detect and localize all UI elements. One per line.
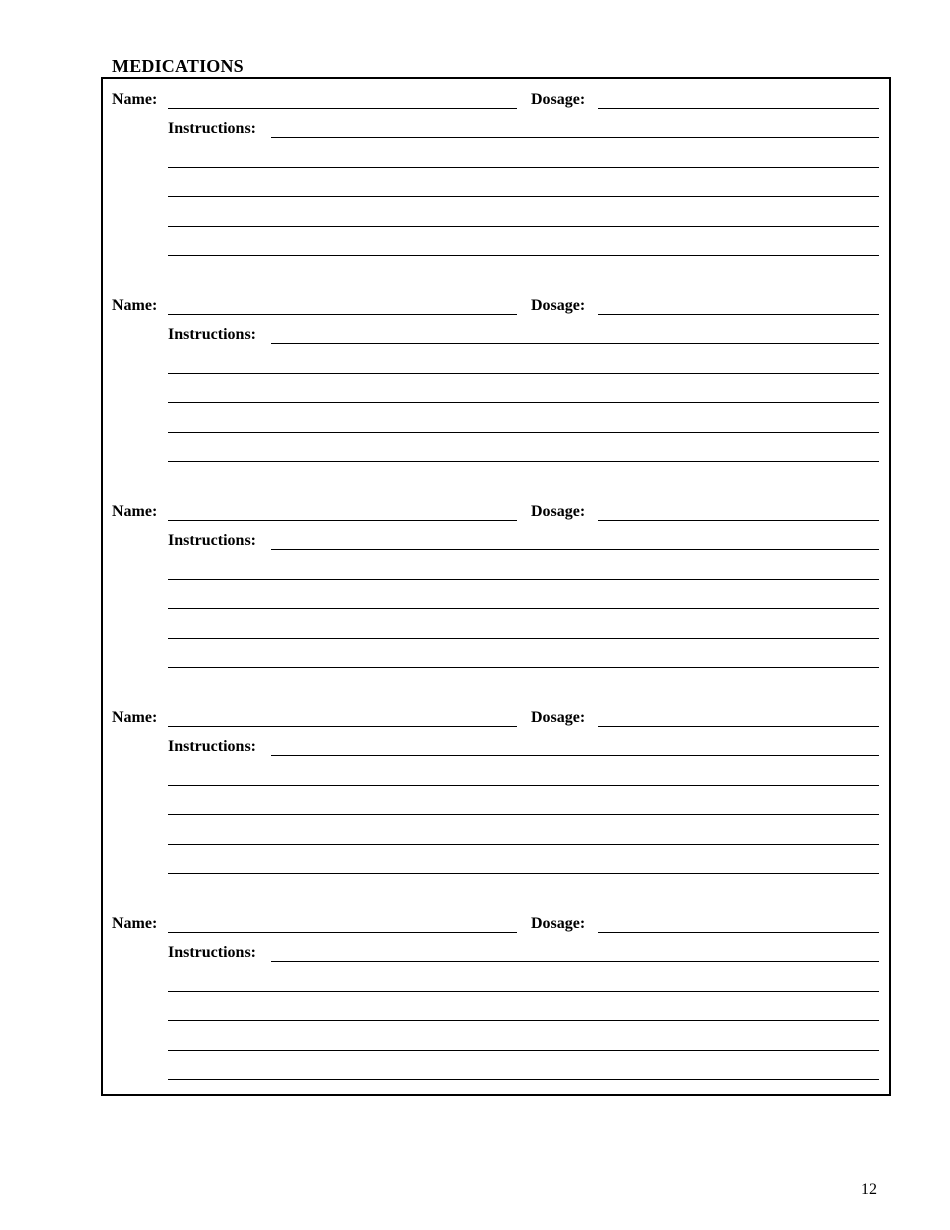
dosage-label: Dosage: [531, 915, 586, 932]
dosage-label: Dosage: [531, 91, 586, 108]
instructions-line[interactable] [168, 998, 879, 1021]
instructions-line[interactable] [271, 527, 879, 550]
name-label: Name: [112, 503, 158, 520]
medication-entry [0, 498, 950, 688]
name-field[interactable] [168, 292, 517, 315]
dosage-field[interactable] [598, 292, 879, 315]
instructions-line[interactable] [168, 822, 879, 845]
instructions-line[interactable] [168, 557, 879, 580]
instructions-line[interactable] [168, 645, 879, 668]
instructions-line[interactable] [168, 145, 879, 168]
page-number: 12 [861, 1181, 877, 1198]
instructions-line[interactable] [168, 851, 879, 874]
instructions-line[interactable] [168, 969, 879, 992]
instructions-line[interactable] [271, 321, 879, 344]
instructions-line[interactable] [168, 380, 879, 403]
instructions-line[interactable] [271, 115, 879, 138]
name-field[interactable] [168, 910, 517, 933]
instructions-line[interactable] [271, 733, 879, 756]
medication-entry [0, 86, 950, 276]
instructions-label: Instructions: [168, 944, 257, 961]
instructions-line[interactable] [271, 939, 879, 962]
instructions-line[interactable] [168, 1057, 879, 1080]
name-label: Name: [112, 915, 158, 932]
instructions-line[interactable] [168, 233, 879, 256]
medication-entry [0, 704, 950, 894]
dosage-field[interactable] [598, 498, 879, 521]
instructions-label: Instructions: [168, 120, 257, 137]
medication-entry [0, 292, 950, 482]
instructions-line[interactable] [168, 174, 879, 197]
instructions-line[interactable] [168, 586, 879, 609]
medication-entry [0, 910, 950, 1100]
instructions-line[interactable] [168, 204, 879, 227]
instructions-line[interactable] [168, 792, 879, 815]
instructions-label: Instructions: [168, 326, 257, 343]
instructions-line[interactable] [168, 1028, 879, 1051]
dosage-label: Dosage: [531, 503, 586, 520]
name-label: Name: [112, 91, 158, 108]
dosage-label: Dosage: [531, 709, 586, 726]
page-title: MEDICATIONS [112, 56, 244, 76]
name-label: Name: [112, 297, 158, 314]
instructions-label: Instructions: [168, 532, 257, 549]
instructions-line[interactable] [168, 763, 879, 786]
instructions-line[interactable] [168, 410, 879, 433]
dosage-field[interactable] [598, 910, 879, 933]
name-field[interactable] [168, 704, 517, 727]
name-label: Name: [112, 709, 158, 726]
name-field[interactable] [168, 498, 517, 521]
instructions-line[interactable] [168, 616, 879, 639]
dosage-field[interactable] [598, 704, 879, 727]
instructions-label: Instructions: [168, 738, 257, 755]
instructions-line[interactable] [168, 439, 879, 462]
dosage-field[interactable] [598, 86, 879, 109]
dosage-label: Dosage: [531, 297, 586, 314]
name-field[interactable] [168, 86, 517, 109]
instructions-line[interactable] [168, 351, 879, 374]
